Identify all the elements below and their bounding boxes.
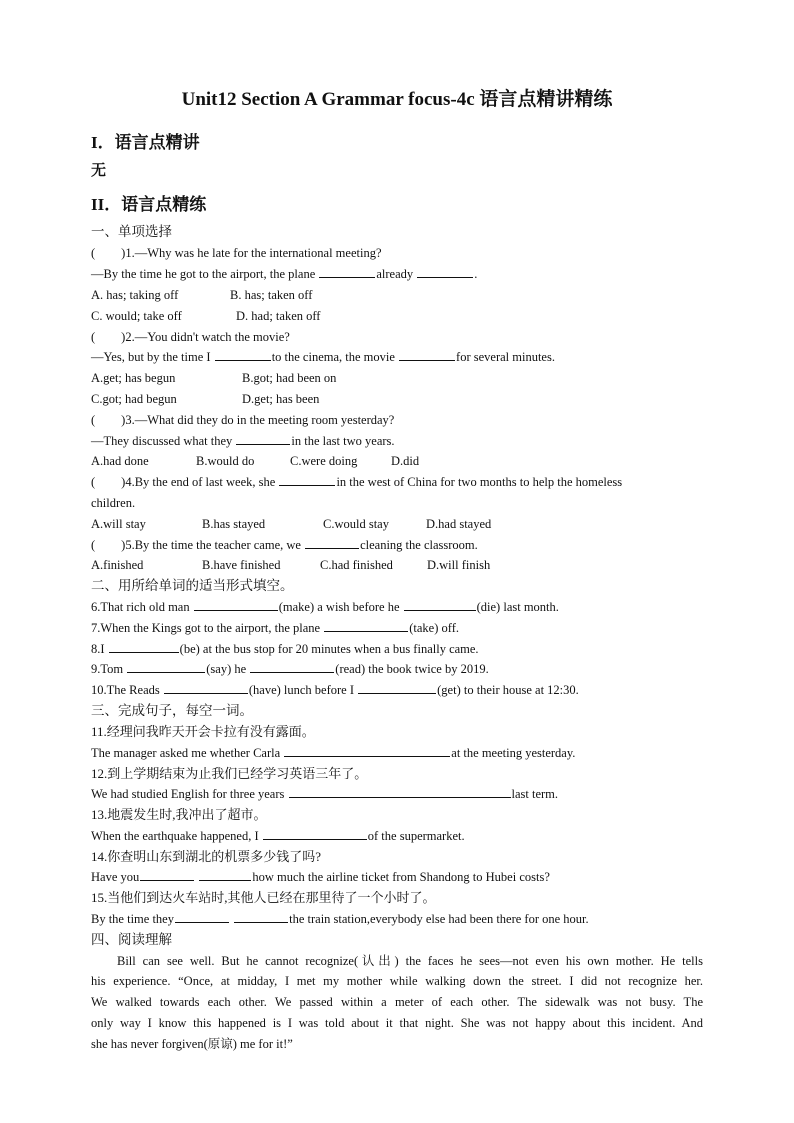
- q14-text-a: Have you: [91, 870, 140, 884]
- q2-option-a: A.get; has begun: [91, 371, 176, 385]
- q1-stem: ( )1.—Why was he late for the international meeting?: [91, 246, 382, 260]
- q2-option-d: D.get; has been: [242, 392, 320, 406]
- q4-option-d: D.had stayed: [426, 517, 492, 531]
- q9-text-c: (read) the book twice by 2019.: [335, 662, 489, 676]
- q1-option-d: D. had; taken off: [236, 309, 321, 323]
- q1-option-c: C. would; take off: [91, 309, 182, 323]
- q1-options-ab: [91, 287, 703, 303]
- q10-text-a: 10.The Reads: [91, 683, 163, 697]
- q8-text-a: 8.I: [91, 642, 108, 656]
- q14-chinese: 14.你查明山东到湖北的机票多少钱了吗?: [91, 849, 322, 864]
- q3-blank-1[interactable]: [236, 433, 290, 445]
- q9: [91, 661, 703, 677]
- q3-option-d: D.did: [391, 454, 420, 468]
- q11-text-a: The manager asked me whether Carla: [91, 746, 284, 760]
- q1-text: )1.—Why was he late for the international meeting?: [121, 246, 382, 260]
- q15-chinese: 15.当他们到达火车站时,其他人已经在那里待了一个小时了。: [91, 890, 436, 905]
- q10-text-b: (have) lunch before I: [248, 683, 358, 697]
- q2-option-b: B.got; had been on: [242, 371, 337, 385]
- q10-text-c: (get) to their house at 12:30.: [437, 683, 579, 697]
- passage-line-2: his experience. “Once, at midday, I met my mother while walking down the street. I did not recognize her.: [91, 974, 703, 988]
- q14-text-b: how much the airline ticket from Shandong to Hubei costs?: [252, 870, 550, 884]
- q4-option-a: A.will stay: [91, 517, 146, 531]
- q12-text-a: We had studied English for three years: [91, 787, 288, 801]
- q2-line2-a: —Yes, but by the time I: [91, 350, 214, 364]
- q5-blank-1[interactable]: [305, 537, 359, 549]
- section3-heading: 三、完成句子，每空一词。: [91, 703, 253, 718]
- q7-text-b: (take) off.: [409, 621, 459, 635]
- passage-line-4: only way I know this happened is I was told about it that night. She was not happy about this incident. And: [91, 1016, 703, 1030]
- q5-option-c: C.had finished: [320, 558, 393, 572]
- q5-option-a: A.finished: [91, 558, 144, 572]
- q3-text: )3.—What did they do in the meeting room yesterday?: [121, 413, 395, 427]
- section1-heading: 一、单项选择: [91, 224, 172, 239]
- q3-line2-a: —They discussed what they: [91, 434, 236, 448]
- q15-blank-2[interactable]: [234, 911, 288, 923]
- q5-option-b: B.have finished: [202, 558, 281, 572]
- q6-blank-2[interactable]: [404, 599, 476, 611]
- q3-option-b: B.would do: [196, 454, 255, 468]
- q6-text-b: (make) a wish before he: [278, 600, 403, 614]
- q5-stem: ( )5.By the time the teacher came, we cleaning the classroom.: [91, 538, 478, 552]
- q7: [91, 620, 703, 636]
- q13-chinese: 13.地震发生时,我冲出了超市。: [91, 807, 267, 822]
- q2-stem: ( )2.—You didn't watch the movie?: [91, 330, 290, 344]
- q4-text-b: in the west of China for two months to help the homeless: [336, 475, 623, 489]
- q4-option-c: C.would stay: [323, 517, 389, 531]
- q7-text-a: 7.When the Kings got to the airport, the plane: [91, 621, 324, 635]
- q4-option-b: B.has stayed: [202, 517, 266, 531]
- q4-line2: children.: [91, 496, 136, 510]
- q5-text-a: )5.By the time the teacher came, we: [121, 538, 305, 552]
- q3-line2-b: in the last two years.: [291, 434, 395, 448]
- q15-text-b: the train station,everybody else had been there for one hour.: [289, 912, 589, 926]
- q6: [91, 599, 703, 615]
- passage-line-1: Bill can see well. But he cannot recognize(认出) the faces he sees—not even his own mother. He tells: [117, 954, 703, 968]
- q11-chinese: 11.经理问我昨天开会卡拉有没有露面。: [91, 724, 315, 739]
- q10: [91, 682, 703, 698]
- q12-blank-1[interactable]: [289, 786, 511, 798]
- q2-line2-b: to the cinema, the movie: [271, 350, 399, 364]
- q2-blank-1[interactable]: [215, 349, 271, 361]
- q6-text-c: (die) last month.: [476, 600, 559, 614]
- q8: [91, 641, 703, 657]
- q2-line2-c: for several minutes.: [456, 350, 555, 364]
- q2-blank-2[interactable]: [399, 349, 455, 361]
- q1-blank-2[interactable]: [417, 266, 473, 278]
- q15: [91, 911, 703, 927]
- q12-chinese: 12.到上学期结束为止我们已经学习英语三年了。: [91, 766, 368, 781]
- q1-blank-1[interactable]: [319, 266, 375, 278]
- q2-option-c: C.got; had begun: [91, 392, 177, 406]
- q3-option-a: A.had done: [91, 454, 149, 468]
- q5-options: [91, 557, 703, 573]
- q15-blank-1[interactable]: [175, 911, 229, 923]
- q9-text-a: 9.Tom: [91, 662, 127, 676]
- q15-text-a: By the time they: [91, 912, 174, 926]
- q4-blank-1[interactable]: [279, 474, 335, 486]
- q4-options: [91, 516, 703, 532]
- q10-blank-1[interactable]: [164, 682, 248, 694]
- q9-blank-1[interactable]: [127, 661, 205, 673]
- q1-line2-b: already: [376, 267, 417, 281]
- q1-line2: [91, 266, 703, 282]
- q2-text: )2.—You didn't watch the movie?: [121, 330, 290, 344]
- q11-blank-1[interactable]: [284, 745, 450, 757]
- passage-line-5: she has never forgiven(原谅) me for it!”: [91, 1037, 293, 1051]
- q14: [91, 869, 703, 885]
- q14-blank-2[interactable]: [199, 869, 251, 881]
- q13-text-b: of the supermarket.: [367, 829, 465, 843]
- part1-heading: I．语言点精讲: [91, 133, 200, 152]
- passage-line-3: We walked towards each other. We passed within a meter of each other. The sidewalk was not busy. The: [91, 995, 703, 1009]
- q1-line2-a: —By the time he got to the airport, the plane: [91, 267, 319, 281]
- q2-options-ab: [91, 370, 703, 386]
- q4-stem: ( )4.By the end of last week, she in the west of China for two months to help the homeless: [91, 475, 623, 489]
- q2-options-cd: [91, 391, 703, 407]
- q13-text-a: When the earthquake happened, I: [91, 829, 262, 843]
- q8-blank-1[interactable]: [109, 641, 179, 653]
- q11-text-b: at the meeting yesterday.: [451, 746, 576, 760]
- q12: [91, 786, 703, 802]
- q1-option-b: B. has; taken off: [230, 288, 313, 302]
- part2-heading: II．语言点精练: [91, 195, 207, 214]
- q13: [91, 828, 703, 844]
- section2-heading: 二、用所给单词的适当形式填空。: [91, 578, 294, 593]
- q1-options-cd: [91, 308, 703, 324]
- q14-blank-1[interactable]: [140, 869, 194, 881]
- q1-option-a: A. has; taking off: [91, 288, 179, 302]
- q3-stem: ( )3.—What did they do in the meeting room yesterday?: [91, 413, 395, 427]
- q9-blank-2[interactable]: [250, 661, 334, 673]
- q5-text-b: cleaning the classroom.: [360, 538, 478, 552]
- q9-text-b: (say) he: [206, 662, 250, 676]
- q7-blank-1[interactable]: [324, 620, 408, 632]
- q10-blank-2[interactable]: [358, 682, 436, 694]
- q5-option-d: D.will finish: [427, 558, 491, 572]
- q1-line2-c: .: [474, 267, 478, 281]
- q13-blank-1[interactable]: [263, 828, 367, 840]
- section4-heading: 四、阅读理解: [91, 932, 172, 947]
- q12-text-b: last term.: [511, 787, 559, 801]
- q4-text-a: )4.By the end of last week, she: [121, 475, 279, 489]
- q3-option-c: C.were doing: [290, 454, 358, 468]
- page-title: Unit12 Section A Grammar focus-4c 语言点精讲精练: [181, 89, 613, 110]
- q3-options: [91, 453, 703, 469]
- q2-line2: [91, 349, 703, 365]
- q6-text-a: 6.That rich old man: [91, 600, 193, 614]
- q3-line2: [91, 433, 703, 449]
- q6-blank-1[interactable]: [194, 599, 278, 611]
- q11: [91, 745, 703, 761]
- q8-text-b: (be) at the bus stop for 20 minutes when a bus finally came.: [179, 642, 479, 656]
- part1-content: 无: [91, 163, 107, 179]
